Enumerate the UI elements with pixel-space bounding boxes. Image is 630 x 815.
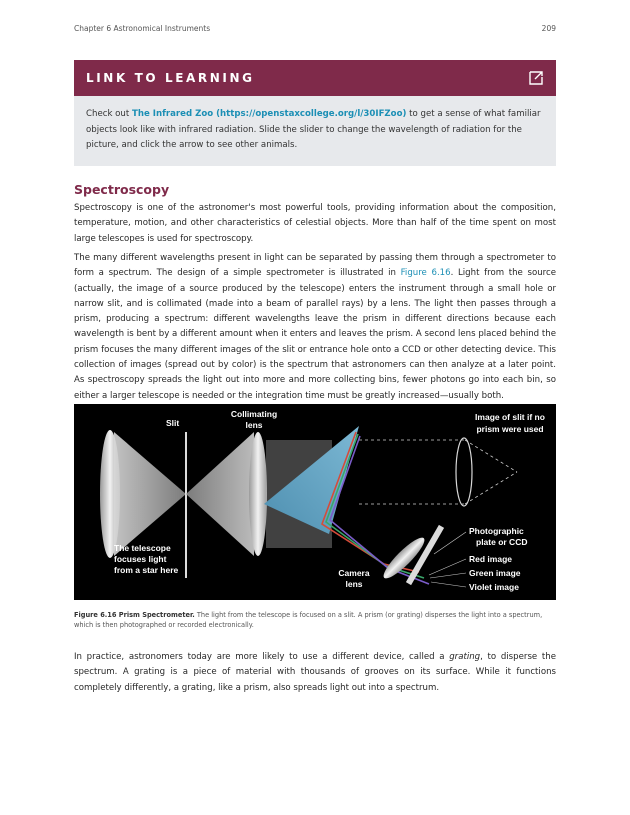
- link-to-learning-title: LINK TO LEARNING: [86, 71, 255, 85]
- caption-text: The light from the telescope is focused on a slit. A prism (or grating) disperses the light into a spectrum, which is then photographed or recorded electronically.: [74, 611, 543, 629]
- label-slit: Slit: [166, 418, 180, 428]
- infrared-zoo-link[interactable]: The Infrared Zoo (https://openstaxcollege.org/l/30IFZoo): [131, 109, 407, 119]
- label-photographic-1: Photographic: [469, 526, 524, 536]
- label-collimating-1: Collimating: [230, 409, 278, 419]
- label-green-image: Green image: [469, 568, 521, 578]
- paragraph-2-before: The many different wavelengths present in light can be separated by passing them through a spectrometer to form a spectrum. The design of a simple spectrometer is illustrated in: [74, 253, 556, 279]
- running-head: [74, 24, 556, 33]
- running-head-chapter: Chapter 6 Astronomical Instruments: [74, 24, 211, 33]
- paragraph-3-after: , to disperse the spectrum. A grating is a piece of material with thousands of grooves on its surface. While it functions completely differently, a grating, like a prism, also spreads light out into a spectrum.: [74, 652, 556, 693]
- link-to-learning-header: [74, 60, 556, 96]
- page-number: 209: [541, 24, 556, 33]
- label-camera-2: lens: [345, 579, 363, 589]
- paragraph-1: Spectroscopy is one of the astronomer's most powerful tools, providing information about the composition, temperature, motion, and other characteristics of celestial objects. More than half of the time spent on most large telescopes is used for spectroscopy.: [74, 203, 556, 244]
- label-photographic-2: plate or CCD: [476, 537, 528, 547]
- link-text-after: to get a sense of what familiar objects look like with infrared radiation. Slide the slider to change the wavelength of radiation for the picture, and click the arrow to see other animals.: [86, 109, 541, 150]
- label-telescope-2: focuses light: [114, 554, 167, 564]
- figure-caption: [74, 611, 556, 630]
- grating-term: grating: [449, 652, 481, 662]
- collimating-lens: [249, 432, 267, 556]
- label-telescope-1: The telescope: [114, 543, 171, 553]
- external-link-icon[interactable]: [528, 70, 544, 86]
- prism-spectrometer-figure: [74, 404, 556, 600]
- caption-label: Figure 6.16 Prism Spectrometer.: [74, 611, 195, 619]
- label-camera-1: Camera: [338, 568, 370, 578]
- link-to-learning-body: [74, 96, 556, 166]
- label-image-slit-2: prism were used: [476, 424, 544, 434]
- paragraph-3: [74, 650, 556, 696]
- image-lens-outline: [456, 438, 472, 506]
- figure-6-16-link[interactable]: Figure 6.16: [400, 268, 451, 279]
- label-telescope-3: from a star here: [114, 565, 179, 575]
- paragraph-2: [74, 251, 556, 404]
- converging-light-cone: [114, 432, 186, 556]
- label-image-slit-1: Image of slit if no: [475, 412, 545, 422]
- section-title: Spectroscopy: [74, 182, 170, 197]
- paragraph-2-after: . Light from the source (actually, the image of a source produced by the telescope) enters the instrument through a small hole or narrow slit, and is collimated (made into a beam of parallel rays) by a lens. The light then passes through a prism, producing a spectrum: different wavelengths leave the prism in different directions because each wavelength is bent by a different amount when it enters and leaves the prism. A second lens placed behind the prism focuses the many different images of the slit or entrance hole onto a CCD or other detecting device. This collection of images (spread out by color) is the spectrum that astronomers can then analyze at a later point. As spectroscopy spreads the light out into more and more collecting bins, fewer photons go into each bin, so either a larger telescope is needed or the integration time must be greatly increased—usually both.: [74, 268, 556, 401]
- label-violet-image: Violet image: [469, 582, 519, 592]
- paragraph-3-before: In practice, astronomers today are more likely to use a different device, called a: [74, 652, 450, 662]
- label-red-image: Red image: [469, 554, 512, 564]
- link-to-learning-box: [74, 60, 556, 166]
- link-text-before: Check out: [86, 109, 132, 119]
- diverging-light-cone: [186, 432, 254, 556]
- label-collimating-2: lens: [245, 420, 263, 430]
